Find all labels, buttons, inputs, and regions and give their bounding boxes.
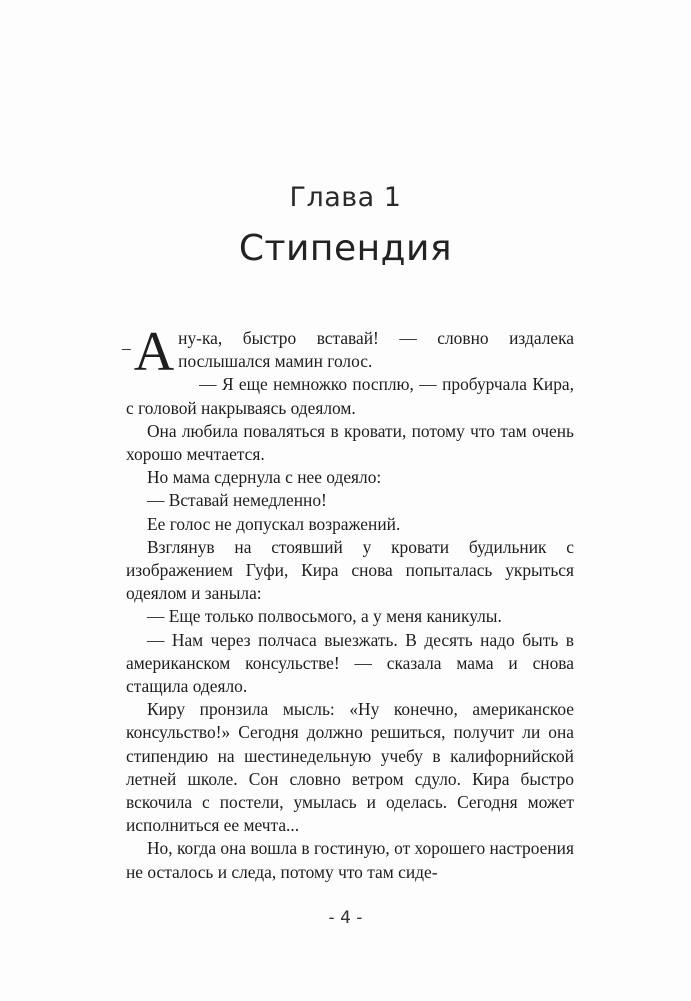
paragraph-7: Взглянув на стоявший у кровати будильник с изображением Гуфи, Кира снова попыталась укрыться одеялом и заныла: bbox=[126, 536, 574, 604]
paragraph-8: — Еще только полвосьмого, а у меня каникулы. bbox=[147, 606, 502, 627]
paragraph-1 bbox=[122, 321, 574, 383]
drop-cap: А bbox=[133, 321, 175, 383]
paragraph-4: Но мама сдернула с нее одеяло: bbox=[147, 467, 382, 488]
paragraph-10: Киру пронзила мысль: «Ну конечно, американское консульство!» Сегодня должно решиться, получит ли она стипендию на шестинедельную учебу в калифорнийской летней школе. Сон словно ветром сдуло. Кира быстро вскочила с постели, умылась и оделась. Сегодня может исполниться ее мечта... bbox=[126, 699, 574, 836]
body-text bbox=[122, 321, 574, 884]
dialogue-dash: – bbox=[122, 338, 131, 358]
paragraph-5: — Вставай немедленно! bbox=[147, 490, 327, 511]
paragraph-2: — Я еще немножко посплю, — пробурчала Кира, с головой накрываясь одеялом. bbox=[126, 374, 574, 418]
paragraph-1-text: ну-ка, быстро вставай! — словно издалека послышался мамин голос. bbox=[178, 328, 574, 372]
chapter-label: Глава 1 bbox=[289, 182, 402, 213]
paragraph-3: Она любила поваляться в кровати, потому что там очень хорошо мечтается. bbox=[126, 420, 574, 465]
paragraph-6: Ее голос не допускал возражений. bbox=[147, 513, 401, 534]
paragraph-11: Но, когда она вошла в гостиную, от хорошего настроения не осталось и следа, потому что там сиде- bbox=[126, 838, 574, 882]
page-number: - 4 - bbox=[328, 908, 363, 928]
chapter-title: Стипендия bbox=[238, 228, 453, 269]
paragraph-9: — Нам через полчаса выезжать. В десять надо быть в американском консульстве! — сказала мама и снова стащила одеяло. bbox=[126, 629, 574, 697]
